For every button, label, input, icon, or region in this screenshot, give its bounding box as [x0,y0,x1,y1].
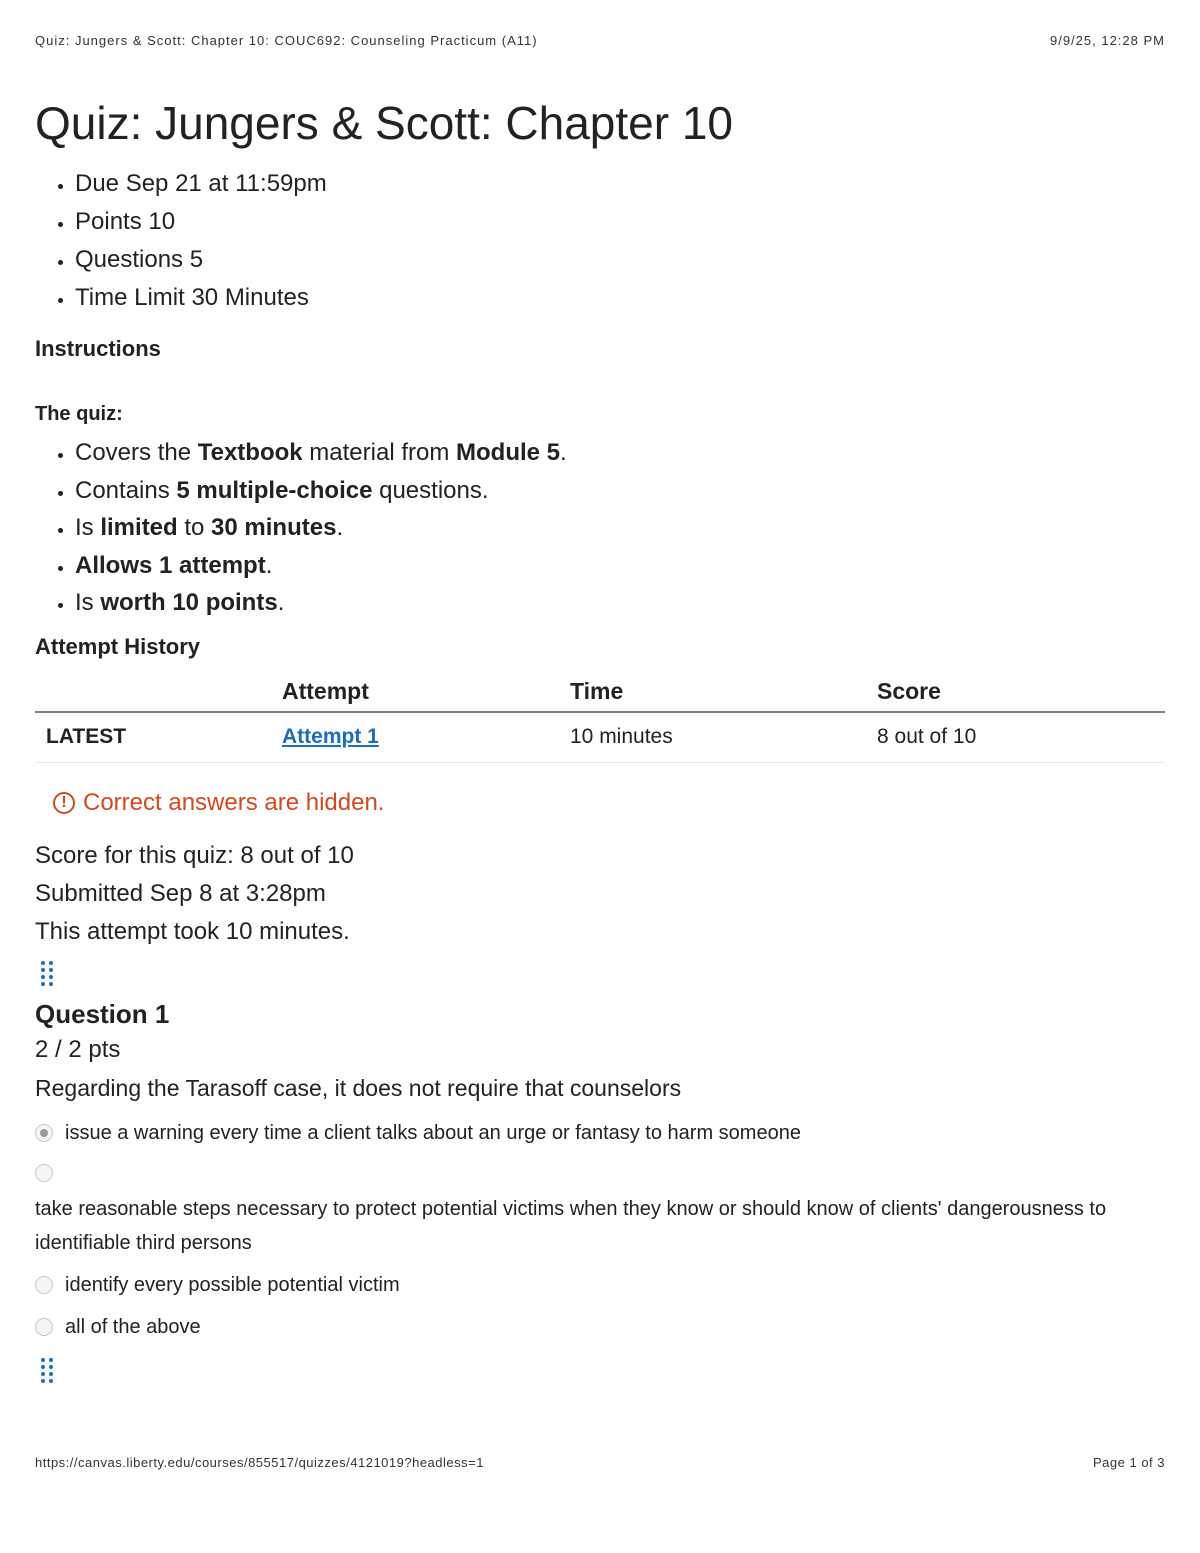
notice-text: Correct answers are hidden. [83,788,385,816]
instruction-text: Is [75,589,101,617]
print-footer [35,1455,1165,1470]
instruction-text: Textbook [197,439,303,467]
answer-option-text: take reasonable steps necessary to protect potential victims when they know or should know of clients' dangerousness to identifiable third persons [35,1197,1107,1254]
column-header-label [35,670,282,712]
instruction-text: Module 5 [456,439,561,467]
answer-option-text: all of the above [65,1315,201,1338]
attempt-history-heading: Attempt History [35,633,201,659]
instruction-text: limited [100,514,178,542]
question-title: Question 1 [35,998,170,1029]
page-title: Quiz: Jungers & Scott: Chapter 10 [35,97,734,149]
instruction-text: Covers the [75,439,198,467]
radio-unselected-icon[interactable] [35,1318,53,1336]
instruction-text: material from [302,439,456,467]
column-header-time: Time [570,670,877,712]
attempt-link[interactable]: Attempt 1 [282,724,379,748]
quiz-detail-time-limit: • Time Limit 30 Minutes [75,279,1165,317]
quiz-score: Score for this quiz: 8 out of 10 [35,841,354,869]
instruction-text: . [336,514,344,542]
attempt-score: 8 out of 10 [877,712,1165,763]
question-text: Regarding the Tarasoff case, it does not require that counselors [35,1074,682,1101]
page-number: Page 1 of 3 [1093,1455,1165,1470]
print-header [35,33,1165,48]
column-header-score: Score [877,670,1165,712]
instruction-text: Is [75,514,101,542]
table-row [35,712,1165,763]
attempt-history-table [35,670,1165,763]
instructions-intro: The quiz: [35,403,123,426]
print-footer-url: https://canvas.liberty.edu/courses/855517/quizzes/4121019?headless=1 [35,1455,484,1470]
answer-option[interactable] [35,1112,1165,1154]
answer-option-text: issue a warning every time a client talks about an urge or fantasy to harm someone [65,1121,801,1144]
answer-option[interactable] [35,1264,1165,1306]
submitted-time: Submitted Sep 8 at 3:28pm [35,879,326,907]
table-header-row [35,670,1165,712]
drag-handle-icon [41,961,55,986]
attempt-duration: This attempt took 10 minutes. [35,917,350,945]
correct-answers-hidden-notice [53,783,1165,823]
attempt-summary [35,837,1165,951]
print-header-datetime: 9/9/25, 12:28 PM [1049,33,1165,48]
answer-option-text: identify every possible potential victim [65,1273,400,1296]
column-header-attempt: Attempt [282,670,570,712]
instruction-text: . [560,439,567,467]
quiz-detail-questions: • Questions 5 [75,241,1165,279]
instruction-text: . [265,551,273,579]
question-points: 2 / 2 pts [35,1035,121,1063]
instructions-heading: Instructions [35,336,161,362]
instruction-item [75,434,1165,472]
radio-selected-icon[interactable] [35,1124,53,1142]
print-header-title: Quiz: Jungers & Scott: Chapter 10: COUC692: Counseling Practicum (A11) [35,33,538,48]
quiz-details-list [35,165,1165,317]
radio-unselected-icon[interactable] [35,1276,53,1294]
radio-unselected-icon[interactable] [35,1164,53,1182]
drag-handle-icon [41,1358,55,1383]
instruction-text: 30 minutes [211,514,337,542]
instruction-text: to [177,514,212,542]
instruction-text: questions. [372,476,489,504]
question-block [35,996,1165,1348]
answer-option[interactable] [35,1306,1165,1348]
instruction-item [75,509,1165,547]
exclamation-circle-icon: ! [53,792,75,814]
instruction-text: Contains [75,476,177,504]
quiz-detail-due: • Due Sep 21 at 11:59pm [75,165,1165,203]
instructions-list [35,434,1165,622]
instruction-text: Allows 1 attempt [75,551,266,579]
answer-option[interactable] [35,1154,1165,1260]
quiz-detail-points: • Points 10 [75,203,1165,241]
instruction-item [75,584,1165,622]
latest-label: LATEST [35,712,282,763]
instruction-text: 5 multiple-choice [176,476,373,504]
attempt-time: 10 minutes [570,712,877,763]
instruction-item [75,472,1165,510]
instruction-text: . [277,589,285,617]
instruction-item [75,547,1165,585]
quiz-content [35,96,1165,1393]
instruction-text: worth 10 points [100,589,278,617]
